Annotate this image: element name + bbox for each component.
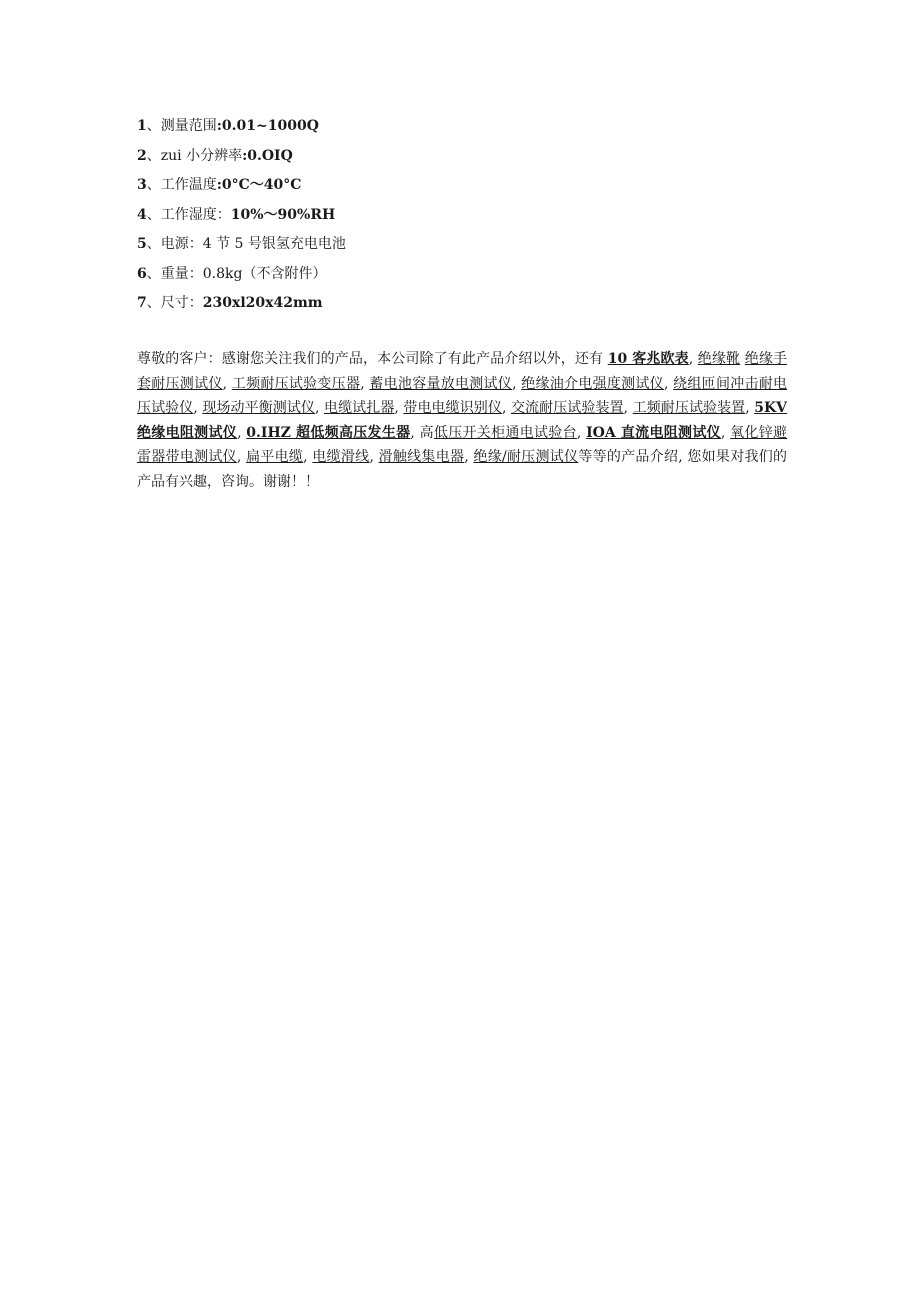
spec-colon: : [216, 118, 222, 134]
product-link-vlf-generator[interactable]: 0.IHZ 超低频高压发生器 [246, 424, 411, 441]
spec-value: 0°C～40°C [221, 177, 302, 193]
spec-item [137, 230, 346, 260]
product-link-power-frequency-withstand-device[interactable]: 工频耐压试验装置 [632, 400, 746, 416]
product-link-collector[interactable]: 滑触线集电器 [378, 449, 465, 465]
product-link-cable-spiker[interactable]: 电缆试扎器 [323, 400, 395, 416]
spec-key: zui 小分辨率 [160, 147, 243, 164]
spec-value: 230xl20x42mm [202, 295, 323, 311]
spec-colon: : [242, 147, 248, 164]
product-link-live-cable-identifier[interactable]: 带电电缆识别仪 [403, 400, 502, 416]
spec-key: 重量 [160, 265, 189, 282]
product-link-dc-resistance-tester[interactable]: IOA 直流电阻测试仪 [586, 424, 721, 441]
spec-separator: 、 [146, 295, 161, 311]
spec-separator: 、 [146, 147, 161, 164]
product-link-power-frequency-transformer[interactable]: 工频耐压试验变压器 [231, 375, 361, 392]
spec-value: 4 节 5 号银氢充电电池 [202, 236, 346, 252]
spec-colon: ： [188, 295, 203, 311]
spec-item [137, 171, 346, 201]
product-link-flat-cable[interactable]: 扁平电缆 [246, 449, 304, 465]
spec-colon: ： [188, 236, 203, 252]
product-link-arrester-tester[interactable]: 氧化锌避雷器带电测试仪 [137, 424, 788, 465]
product-link-battery-discharge-tester[interactable]: 蓄电池容量放电测试仪 [369, 375, 513, 392]
spec-item [137, 289, 346, 319]
spec-item [137, 260, 346, 290]
product-link-winding-impulse-tester[interactable]: 绕组匝间冲击耐电压试验仪 [137, 375, 788, 416]
intro-paragraph: 尊敬的客户：感谢您关注我们的产品，本公司除了有此产品介绍以外，还有 10 客兆欧表, 绝缘靴 绝缘手套耐压测试仪, 工频耐压试验变压器, 蓄电池容量放电测试仪, 绝缘油介电强度测试仪, 绕组匝间冲击耐电压试验仪, 现场动平衡测试仪, 电缆试扎器, 带电电缆识别仪, 交流耐压试验装置, 工频耐压试验装置, 5KV 绝缘电阻测试仪, 0.IHZ 超低频高压发生器, 高低压开关柜通电试验台, IOA 直流电阻测试仪, 氧化锌避雷器带电测试仪, 扁平电缆, 电缆滑线, 滑触线集电器, 绝缘/耐压测试仪等等的产品介绍, 您如果对我们的产品有兴趣，咨询。谢谢！！ [137, 351, 788, 490]
spec-key: 工作湿度 [160, 206, 217, 223]
spec-separator: 、 [146, 206, 161, 223]
intro-prefix: 尊敬的客户：感谢您关注我们的产品，本公司除了有此产品介绍以外，还有 [137, 351, 608, 367]
spec-list [137, 112, 346, 319]
spec-value: 0.01~1000Q [221, 118, 319, 134]
spec-key: 尺寸 [160, 295, 189, 311]
spec-key: 工作温度 [160, 177, 217, 193]
spec-separator: 、 [146, 177, 161, 193]
intro-mid: 高 [419, 424, 434, 441]
spec-colon: ： [188, 265, 203, 282]
spec-item [137, 201, 346, 231]
product-link-insulating-boots[interactable]: 绝缘靴 [697, 351, 741, 367]
spec-separator: 、 [146, 265, 161, 282]
product-link-5kv-insulation-tester[interactable]: 5KV 绝缘电阻测试仪 [137, 400, 788, 441]
spec-colon: ： [216, 206, 231, 223]
product-link-switchgear-test-bench[interactable]: 低压开关柜通电试验台 [433, 424, 577, 441]
spec-separator: 、 [146, 118, 161, 134]
spec-number: 4 [137, 206, 147, 223]
spec-separator: 、 [146, 236, 161, 252]
product-link-oil-dielectric-tester[interactable]: 绝缘油介电强度测试仪 [521, 375, 664, 392]
intro-suffix: 等等的产品介绍, 您如果对我们的产品有兴趣，咨询。谢谢！！ [137, 449, 788, 490]
spec-value: 10%～90%RH [230, 206, 336, 223]
spec-value: 0.OIQ [247, 147, 293, 164]
spec-number: 2 [137, 147, 147, 164]
spec-item [137, 142, 346, 172]
product-link-insulation-withstand-tester[interactable]: 绝缘/耐压测试仪 [473, 449, 579, 465]
spec-number: 3 [137, 177, 147, 193]
spec-item [137, 112, 346, 142]
product-link-ac-withstand-device[interactable]: 交流耐压试验装置 [510, 400, 624, 416]
spec-number: 5 [137, 236, 147, 252]
spec-number: 7 [137, 295, 147, 311]
product-link-dynamic-balancer[interactable]: 现场动平衡测试仪 [202, 400, 315, 416]
spec-colon: : [216, 177, 222, 193]
spec-number: 6 [137, 265, 147, 282]
spec-value: 0.8kg（不含附件） [202, 265, 327, 282]
spec-key: 测量范围 [160, 118, 217, 134]
spec-key: 电源 [160, 236, 189, 252]
product-link-cable-trolley[interactable]: 电缆滑线 [312, 449, 370, 465]
product-link-glove-tester[interactable]: 绝缘手套耐压测试仪 [137, 351, 788, 392]
product-link-megohmmeter[interactable]: 10 客兆欧表 [607, 351, 689, 367]
spec-number: 1 [137, 118, 147, 134]
